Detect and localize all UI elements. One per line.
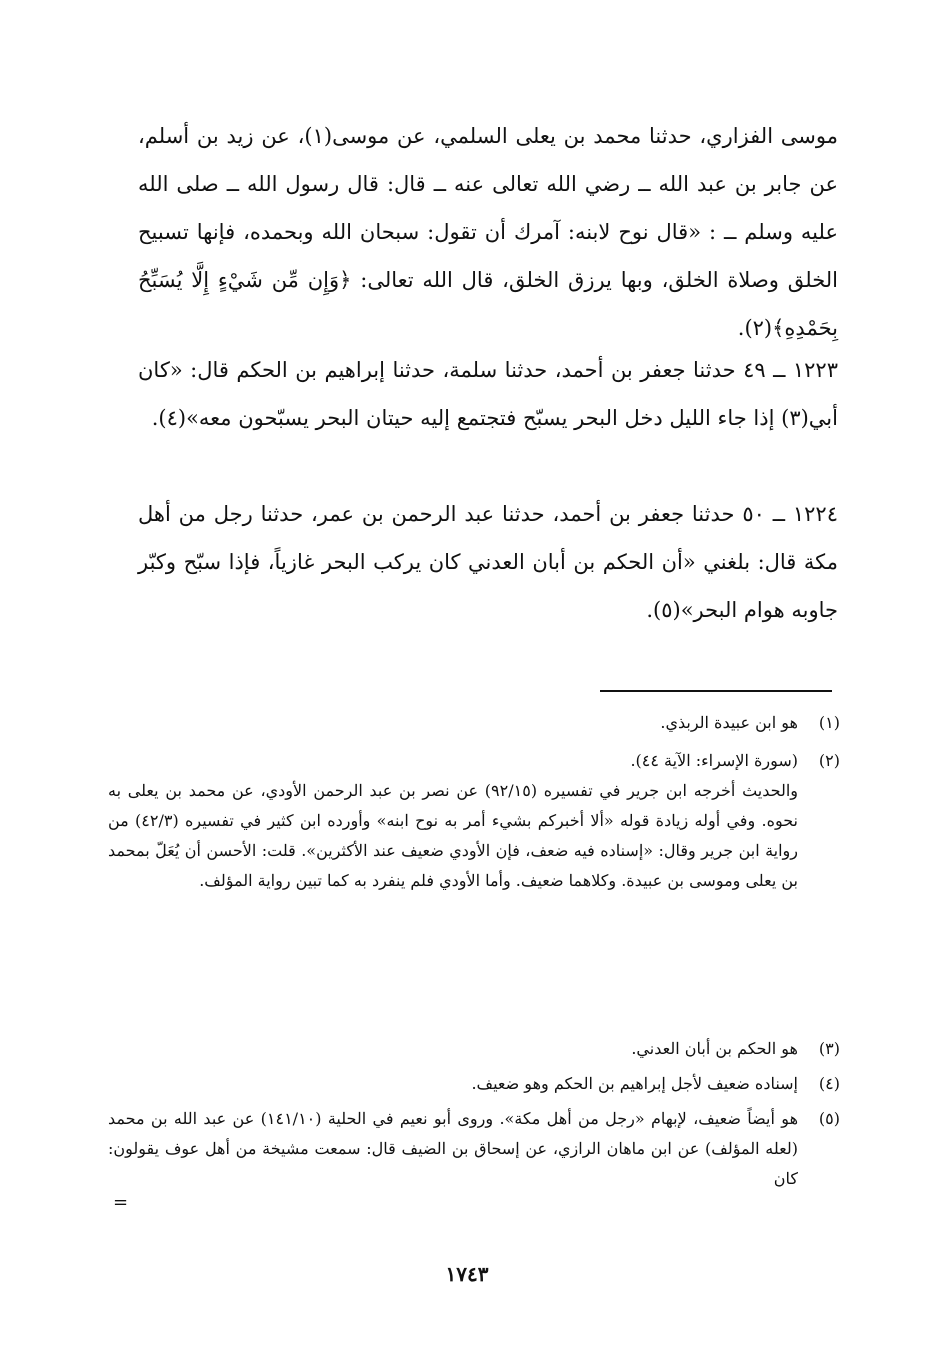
footnote-2-text: (سورة الإسراء: الآية ٤٤).	[630, 751, 798, 770]
main-paragraph-2-hadith-1223: ١٢٢٣ ــ ٤٩ حدثنا جعفر بن أحمد، حدثنا سلمة، حدثنا إبراهيم بن الحكم قال: «كان أبي(٣) إذا جاء الليل دخل البحر يسبّح فتجتمع إليه حيتان البحر يسبّحون معه»(٤).	[138, 358, 838, 430]
footnote-4	[108, 1069, 840, 1099]
page-number: ١٧٤٣	[445, 1262, 489, 1286]
footnote-2	[108, 746, 840, 896]
main-paragraph-1: موسى الفزاري، حدثنا محمد بن يعلى السلمي، عن موسى(١)، عن زيد بن أسلم، عن جابر بن عبد الله ــ رضي الله تعالى عنه ــ قال: قال رسول الله ــ صلى الله عليه وسلم ــ : «قال نوح لابنه: آمرك أن تقول: سبحان الله وبحمده، فإنها تسبيح الخلق وصلاة الخلق، وبها يرزق الخلق، قال الله تعالى: ﴿وَإِن مِّن شَيْءٍ إِلَّا يُسَبِّحُ بِحَمْدِهِ﴾(٢).	[138, 124, 839, 340]
footnote-4-text: إسناده ضعيف لأجل إبراهيم بن الحكم وهو ضعيف.	[471, 1074, 798, 1093]
footnote-4-number: (٤)	[818, 1074, 840, 1093]
footnote-divider	[600, 690, 832, 692]
footnote-1	[108, 708, 840, 738]
footnote-3-text: هو الحكم بن أبان العدني.	[631, 1039, 798, 1058]
footnote-2-number: (٢)	[818, 751, 840, 770]
footnote-2-body: والحديث أخرجه ابن جرير في تفسيره (٩٢/١٥) عن نصر بن عبد الرحمن الأودي، عن محمد بن يعلى به نحوه. وفي أوله زيادة قوله «ألا أخبركم بشيء أمر به نوح ابنه» وأورده ابن كثير في تفسيره (٤٢/٣) من رواية ابن جرير وقال: «إسناده فيه ضعف، فإن الأودي ضعيف عند الأكثرين». قلت: الأحسن أن يُعَلّ بمحمد بن يعلى وموسى بن عبيدة. وكلاهما ضعيف. وأما الأودي فلم ينفرد به كما تبين رواية المؤلف.	[108, 781, 799, 890]
footnote-1-number: (١)	[818, 713, 840, 732]
footnote-1-text: هو ابن عبيدة الربذي.	[660, 713, 798, 732]
footnote-3-number: (٣)	[818, 1039, 840, 1058]
footnote-5-number: (٥)	[818, 1109, 840, 1128]
footnote-5-text: هو أيضاً ضعيف، لإبهام «رجل من أهل مكة». وروى أبو نعيم في الحلية (١٤١/١٠) عن عبد الله بن محمد (لعله المؤلف) عن ابن ماهان الرازي، عن إسحاق بن الضيف قال: سمعت مشيخة من أهل عوف يقولون: كان	[108, 1109, 799, 1188]
main-paragraph-3-hadith-1224: ١٢٢٤ ــ ٥٠ حدثنا جعفر بن أحمد، حدثنا عبد الرحمن بن عمر، حدثنا رجل من أهل مكة قال: بلغني «أن الحكم بن أبان العدني كان يركب البحر غازياً، فإذا سبّح وكبّر جاوبه هوام البحر»(٥).	[138, 502, 838, 622]
continuation-mark: =	[113, 1192, 129, 1213]
footnote-3	[108, 1034, 840, 1064]
footnote-5	[108, 1104, 840, 1194]
